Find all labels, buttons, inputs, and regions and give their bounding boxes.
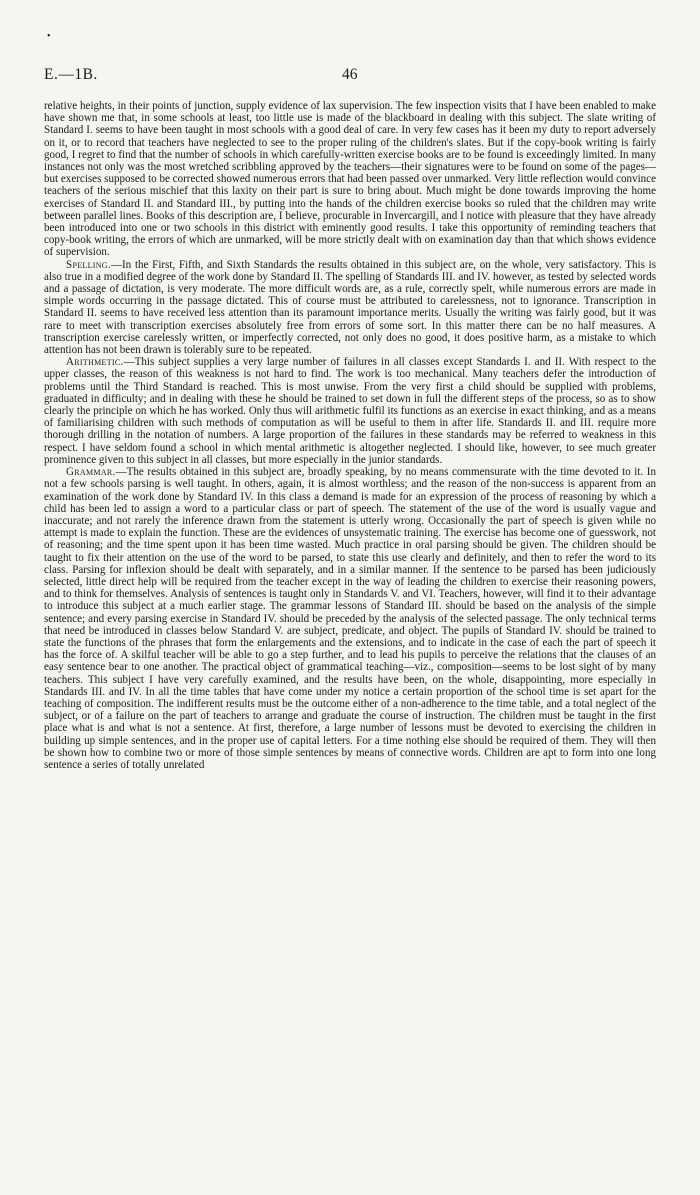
page-header — [44, 66, 656, 86]
report-body — [44, 100, 656, 771]
paragraph-writing — [44, 100, 656, 259]
section-heading-arithmetic: Arithmetic. — [66, 356, 124, 369]
section-heading-grammar: Grammar. — [66, 466, 116, 479]
section-heading-spelling: Spelling. — [66, 258, 111, 271]
paragraph-text: relative heights, in their points of junction, supply evidence of lax supervision. The few inspection visits that I have been enabled to make have shown me that, in some schools at least, too little use is made of the blackboard in dealing with this subject. The slate writing of Standard I. seems to have been taught in most schools with a good deal of care. In very few cases has it been my duty to report adversely on it, or to record that teachers have neglected to see to the proper ruling of the children's slates. But if the copy-book writing is fairly good, I regret to find that the number of schools in which carefully-written exercise books are to be found is exceedingly limited. In many instances not only was the most wretched scribbling approved by the teachers—their signatures were to be found on some of the pages—but exercises supposed to be corrected showed numerous errors that had been passed over unmarked. Very little reflection would convince teachers of the serious mischief that this laxity on their part is sure to bring about. Much might be done towards improving the home exercises of Standard II. and Standard III., by putting into the hands of the children exercise books so ruled that the children may write between parallel lines. Books of this description are, I believe, procurable in Invercargill, and I notice with pleasure that they have already been introduced into one or two schools in this district with eminently good results. I take this opportunity of reminding teachers that copy-book writing, the errors of which are unmarked, will be more strictly dealt with on examination day than that which shows evidence of supervision. — [44, 100, 656, 259]
paragraph-spelling — [44, 259, 656, 357]
paragraph-text: —This subject supplies a very large number of failures in all classes except Standards I. and II. With respect to the upper classes, the reason of this weakness is not hard to find. The work is too mechanical. Many teachers defer the introduction of problems until the Third Standard is reached. This is most unwise. From the very first a child should be supplied with problems, graduated in difficulty; and in dealing with these he should be trained to set down in full the different steps of the process, so as to show clearly the principle on which he has worked. Only thus will arithmetic fulfil its functions as an exercise in exact thinking, and as a means of familiarising children with such methods of computation as will be useful to them in after life. Standards II. and III. require more thorough drilling in the notation of numbers. A large proportion of the failures in these standards may be referred to weakness in this respect. I have seldom found a school in which mental arithmetic is altogether neglected. I should like, however, to see much greater prominence given to this subject in all classes, but more especially in the junior standards. — [44, 356, 656, 466]
paragraph-text: —The results obtained in this subject are, broadly speaking, by no means commensurate with the time devoted to it. In not a few schools parsing is well taught. In others, again, it is almost worthless; and the reason of the non-success is apparent from an examination of the work done by Standard IV. In this class a demand is made for an expression of the process of reasoning by which a child has been led to assign a word to a particular class or part of speech. The statement of the use of the word is usually vague and inaccurate; and not rarely the inference drawn from the statement is utterly wrong. Occasionally the part of speech is given while no attempt is made to explain the function. These are the evidences of unsystematic training. The exercise has become one of guesswork, not of reasoning; and the time spent upon it has been time wasted. Much practice in oral parsing should be given. The children should be taught to fix their attention on the use of the word to be parsed, to state this use clearly and definitely, and then to refer the word to its class. Parsing for inflexion should be dealt with separately, and in a similar manner. If the sentence to be parsed has been judiciously selected, little direct help will be required from the teacher except in the way of leading the children to exercise their reasoning powers, and to think for themselves. Analysis of sentences is taught only in Standards V. and VI. Teachers, however, will find it to their advantage to introduce this subject at a much earlier stage. The grammar lessons of Standard III. should be based on the analysis of the simple sentence; and every parsing exercise in Standard IV. should be preceded by the analysis of the selected passage. The only technical terms that need be introduced in classes below Standard V. are subject, predicate, and object. The pupils of Standard IV. should be trained to state the functions of the phrases that form the enlargements and the extensions, and to indicate in the case of each the part of speech it has the force of. A skilful teacher will be able to go a step further, and to lead his pupils to perceive the relations that the clauses of an easy sentence bear to one another. The practical object of grammatical teaching—viz., composition—seems to be lost sight of by many teachers. This subject I have very carefully examined, and the results have been, on the whole, disappointing, more especially in Standards III. and IV. In all the time tables that have come under my notice a certain proportion of the school time is set apart for the teaching of composition. The indifferent results must be the outcome either of a non-adherence to the time table, and a total neglect of the subject, or of a failure on the part of teachers to arrange and graduate the course of instruction. The children must be taught in the first place what is and what is not a sentence. At first, therefore, a large number of lessons must be devoted to exercising the children in building up simple sentences, and in the proper use of capital letters. For a time nothing else should be required of them. They will then be shown how to combine two or more of those simple sentences by means of connective words. Children are apt to form into one long sentence a series of totally unrelated — [44, 466, 656, 771]
paragraph-text: —In the First, Fifth, and Sixth Standards the results obtained in this subject are, on the whole, very satisfactory. This is also true in a modified degree of the work done by Standard II. The spelling of Standards III. and IV. however, as tested by selected words and a passage of dictation, is very moderate. The more difficult words are, as a rule, correctly spelt, while numerous errors are made in simple words occurring in the passage dictated. This of course must be attributed to carelessness, not to ignorance. Transcription in Standard II. seems to have received less attention than its paramount importance merits. Usually the writing was fairly good, but it was rare to meet with transcription exercises absolutely free from errors of some sort. In this matter there can be no half measures. A transcription exercise carelessly written, or imperfectly corrected, not only does no good, it does positive harm, as a mistake to which attention has not been drawn is tolerably sure to be repeated. — [44, 258, 656, 357]
stray-mark: • — [47, 31, 51, 42]
paragraph-arithmetic — [44, 356, 656, 466]
document-reference: E.—1B. — [44, 66, 98, 83]
page-number: 46 — [342, 66, 358, 83]
paragraph-grammar — [44, 466, 656, 771]
